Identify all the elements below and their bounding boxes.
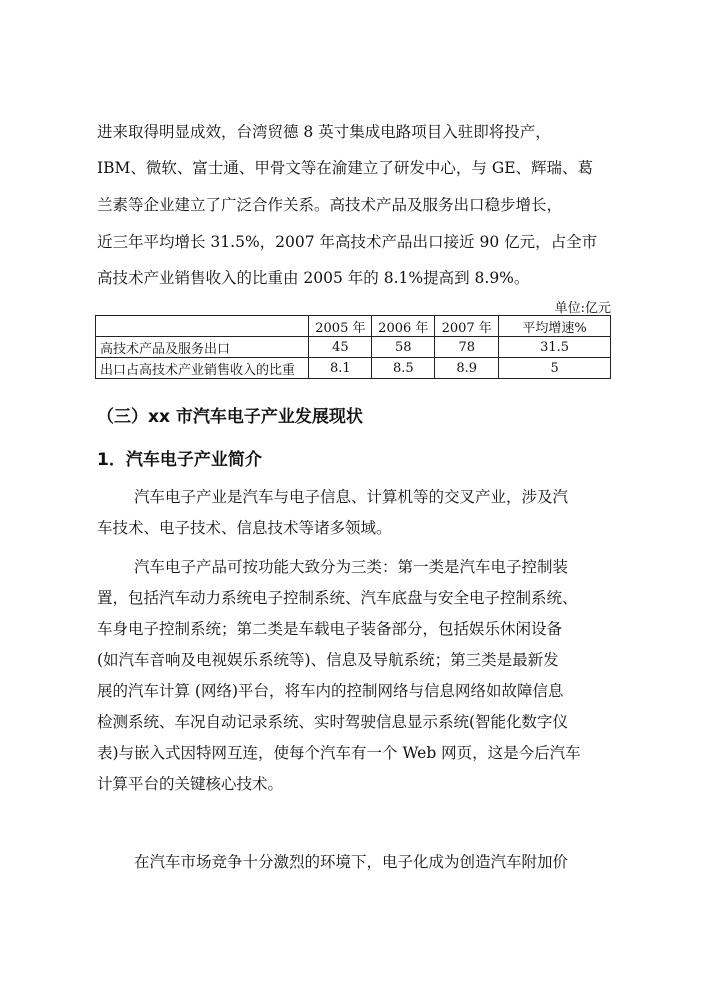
table-unit-label: 单位:亿元 bbox=[554, 301, 611, 316]
table-header-cell: 平均增速% bbox=[499, 316, 611, 337]
paragraph-line: 计算平台的关键核心技术。 bbox=[97, 775, 284, 793]
table-cell: 出口占高技术产业销售收入的比重 bbox=[96, 358, 309, 379]
paragraph-line: 车身电子控制系统；第二类是车载电子装备部分，包括娱乐休闲设备 bbox=[97, 620, 563, 638]
intro-line: 高技术产业销售收入的比重由 2005 年的 8.1%提高到 8.9%。 bbox=[97, 269, 530, 287]
paragraph-line: 汽车电子产品可按功能大致分为三类：第一类是汽车电子控制装 bbox=[134, 558, 569, 576]
table-header-row bbox=[96, 316, 611, 337]
paragraph-line: (如汽车音响及电视娱乐系统等)、信息及导航系统；第三类是最新发 bbox=[97, 651, 559, 669]
table-cell: 高技术产品及服务出口 bbox=[96, 337, 309, 358]
table-cell: 31.5 bbox=[499, 337, 611, 358]
paragraph-2 bbox=[97, 552, 617, 800]
table-header-cell: 2005 年 bbox=[309, 316, 372, 337]
table-header-cell: 2007 年 bbox=[435, 316, 499, 337]
paragraph-line: 车技术、电子技术、信息技术等诸多领域。 bbox=[97, 519, 392, 537]
table-cell: 8.9 bbox=[435, 358, 499, 379]
intro-line: IBM、微软、富士通、甲骨文等在渝建立了研发中心，与 GE、辉瑞、葛 bbox=[97, 159, 594, 177]
paragraph-3 bbox=[97, 847, 617, 878]
paragraph-line: 置，包括汽车动力系统电子控制系统、汽车底盘与安全电子控制系统、 bbox=[97, 589, 578, 607]
table-cell: 5 bbox=[499, 358, 611, 379]
table-cell: 8.5 bbox=[372, 358, 435, 379]
table-header-cell bbox=[96, 316, 309, 337]
intro-line: 进来取得明显成效，台湾贸德 8 英寸集成电路项目入驻即将投产， bbox=[97, 123, 551, 141]
table-cell: 78 bbox=[435, 337, 499, 358]
section-heading: （三）xx 市汽车电子产业发展现状 bbox=[97, 407, 363, 427]
intro-line: 近三年平均增长 31.5%，2007 年高技术产品出口接近 90 亿元，占全市 bbox=[97, 233, 598, 251]
paragraph-line: 表)与嵌入式因特网互连，使每个汽车有一个 Web 网页，这是今后汽车 bbox=[97, 744, 581, 762]
paragraph-line: 检测系统、车况自动记录系统、实时驾驶信息显示系统(智能化数字仪 bbox=[97, 713, 569, 731]
table-cell: 58 bbox=[372, 337, 435, 358]
export-table bbox=[95, 315, 611, 379]
table-header-cell: 2006 年 bbox=[372, 316, 435, 337]
subsection-heading: 1．汽车电子产业简介 bbox=[97, 450, 262, 470]
paragraph-line: 在汽车市场竞争十分激烈的环境下，电子化成为创造汽车附加价 bbox=[134, 853, 569, 871]
intro-line: 兰素等企业建立了广泛合作关系。高技术产品及服务出口稳步增长， bbox=[97, 196, 563, 214]
table-row bbox=[96, 337, 611, 358]
table-row bbox=[96, 358, 611, 379]
table-cell: 8.1 bbox=[309, 358, 372, 379]
table-cell: 45 bbox=[309, 337, 372, 358]
paragraph-1 bbox=[97, 482, 617, 544]
paragraph-line: 展的汽车计算 (网络)平台，将车内的控制网络与信息网络如故障信息 bbox=[97, 682, 564, 700]
paragraph-line: 汽车电子产业是汽车与电子信息、计算机等的交叉产业，涉及汽 bbox=[134, 488, 569, 506]
